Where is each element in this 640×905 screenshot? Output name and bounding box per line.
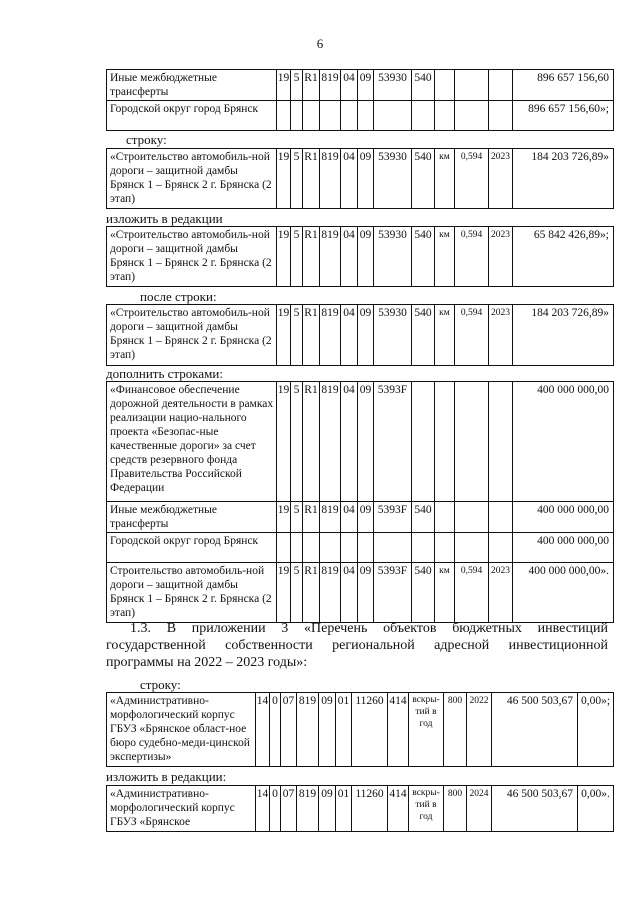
qty-cell (455, 70, 489, 101)
unit-cell (435, 382, 455, 502)
code-cell: 819 (297, 786, 319, 832)
row-name: «Административно-морфологический корпус ГБУЗ «Брянское (107, 786, 256, 832)
code-cell: R1 (303, 305, 320, 366)
code-cell: 09 (319, 693, 336, 767)
code-cell: 09 (358, 149, 374, 209)
code-cell: 819 (320, 227, 341, 287)
table-row (107, 305, 614, 366)
qty-cell (455, 382, 489, 502)
qty-cell (455, 533, 489, 563)
code-cell: 19 (277, 70, 291, 101)
paragraph-line: 1.3. В приложении 3 «Перечень объектов бюджетных инвестиций (130, 621, 608, 636)
label-dopolnit: дополнить строками: (106, 366, 223, 381)
code-cell (341, 101, 358, 131)
table-row (107, 101, 614, 131)
code-cell: R1 (303, 563, 320, 623)
amount-cell: 896 657 156,60 (513, 70, 614, 101)
table-app3-row-before (106, 692, 614, 767)
code-cell (277, 533, 291, 563)
code-cell: 04 (341, 563, 358, 623)
code-cell: 09 (358, 227, 374, 287)
code-cell (303, 101, 320, 131)
row-name: Городской округ город Брянск (107, 533, 277, 563)
qty-cell (455, 101, 489, 131)
amount-cell: 400 000 000,00 (513, 502, 614, 533)
unit-cell (435, 101, 455, 131)
table-row (107, 149, 614, 209)
code-cell (291, 101, 303, 131)
code-cell: 540 (412, 227, 435, 287)
code-cell: 53930 (374, 149, 412, 209)
code-cell: 819 (320, 149, 341, 209)
year-cell (489, 533, 513, 563)
code-cell: 540 (412, 70, 435, 101)
table-row (107, 70, 614, 101)
unit-cell (435, 502, 455, 533)
qty-cell: 0,594 (455, 305, 489, 366)
code-cell: 540 (412, 305, 435, 366)
table-row (107, 786, 614, 832)
label-izlozhit: изложить в редакции (106, 211, 223, 226)
table-row (107, 533, 614, 563)
code-cell: 0 (270, 693, 281, 767)
row-name: Иные межбюджетные трансферты (107, 502, 277, 533)
code-cell: R1 (303, 70, 320, 101)
code-cell: 09 (358, 563, 374, 623)
year-cell (489, 502, 513, 533)
code-cell: 5393F (374, 563, 412, 623)
code-cell: 5 (291, 305, 303, 366)
year-cell: 2023 (489, 563, 513, 623)
year-cell (489, 382, 513, 502)
qty-cell: 0,594 (455, 563, 489, 623)
code-cell: R1 (303, 502, 320, 533)
code-cell: 819 (320, 305, 341, 366)
table-row (107, 502, 614, 533)
amount-cell: 400 000 000,00 (513, 533, 614, 563)
unit-cell: км (435, 149, 455, 209)
code-cell: 07 (281, 693, 297, 767)
qty-cell: 0,594 (455, 227, 489, 287)
code-cell: 19 (277, 502, 291, 533)
code-cell (374, 533, 412, 563)
unit-cell: км (435, 305, 455, 366)
code-cell (358, 101, 374, 131)
code-cell: 53930 (374, 70, 412, 101)
code-cell: 819 (297, 693, 319, 767)
table-continuation (106, 69, 614, 131)
code-cell: 14 (256, 786, 270, 832)
table-row (107, 693, 614, 767)
code-cell (277, 101, 291, 131)
code-cell (303, 533, 320, 563)
row-name: Городской округ город Брянск (107, 101, 277, 131)
code-cell: 04 (341, 382, 358, 502)
label-izlozhit: изложить в редакции: (106, 769, 227, 784)
code-cell: 819 (320, 502, 341, 533)
table-row-posle (106, 304, 614, 366)
code-cell: 5393F (374, 382, 412, 502)
code-cell: R1 (303, 382, 320, 502)
code-cell: 5 (291, 149, 303, 209)
code-cell: 540 (412, 563, 435, 623)
code-cell: 5 (291, 563, 303, 623)
year-cell (489, 101, 513, 131)
code-cell: 09 (358, 382, 374, 502)
code-cell: 19 (277, 149, 291, 209)
code-cell: R1 (303, 149, 320, 209)
table-row-after (106, 226, 614, 287)
amount-cell: 400 000 000,00 (513, 382, 614, 502)
unit-cell: вскры-тий в год (409, 786, 444, 832)
code-cell (291, 533, 303, 563)
amount-cell: 184 203 726,89» (513, 305, 614, 366)
code-cell: 5393F (374, 502, 412, 533)
code-cell: 19 (277, 382, 291, 502)
code-cell: 53930 (374, 305, 412, 366)
year-cell (489, 70, 513, 101)
code-cell: 19 (277, 563, 291, 623)
unit-cell: км (435, 563, 455, 623)
row-name: «Строительство автомобиль-ной дороги – защитной дамбы Брянск 1 – Брянск 2 г. Брянска (2 этап) (107, 227, 277, 287)
percent-cell: 0,00». (578, 786, 614, 832)
code-cell: R1 (303, 227, 320, 287)
amount-cell: 46 500 503,67 (492, 693, 578, 767)
code-cell: 07 (281, 786, 297, 832)
code-cell (320, 533, 341, 563)
unit-cell (435, 70, 455, 101)
paragraph-line: программы на 2022 – 2023 годы»: (106, 655, 308, 670)
year-cell: 2023 (489, 149, 513, 209)
code-cell: 540 (412, 502, 435, 533)
amount-cell: 400 000 000,00». (513, 563, 614, 623)
code-cell: 819 (320, 382, 341, 502)
table-row-before (106, 148, 614, 209)
amount-cell: 46 500 503,67 (492, 786, 578, 832)
code-cell: 53930 (374, 227, 412, 287)
code-cell: 09 (319, 786, 336, 832)
code-cell: 11260 (352, 693, 388, 767)
code-cell (412, 533, 435, 563)
code-cell: 09 (358, 502, 374, 533)
code-cell: 5 (291, 502, 303, 533)
table-row (107, 382, 614, 502)
code-cell: 09 (358, 70, 374, 101)
paragraph-1-3 (106, 620, 608, 671)
code-cell (341, 533, 358, 563)
code-cell: 414 (388, 786, 409, 832)
code-cell: 5 (291, 70, 303, 101)
code-cell: 04 (341, 149, 358, 209)
row-name: Строительство автомобиль-ной дороги – защитной дамбы Брянск 1 – Брянск 2 г. Брянска (2 этап) (107, 563, 277, 623)
code-cell (374, 101, 412, 131)
table-row (107, 227, 614, 287)
code-cell (320, 101, 341, 131)
paragraph-line: государственной собственности региональной адресной инвестиционной (106, 638, 608, 653)
label-stroku: строку: (140, 677, 181, 692)
percent-cell: 0,00»; (578, 693, 614, 767)
code-cell: 01 (336, 693, 352, 767)
code-cell: 14 (256, 693, 270, 767)
code-cell: 819 (320, 70, 341, 101)
code-cell: 5 (291, 227, 303, 287)
code-cell: 04 (341, 305, 358, 366)
code-cell (358, 533, 374, 563)
code-cell: 04 (341, 227, 358, 287)
page-number: 6 (316, 36, 324, 51)
amount-cell: 65 842 426,89»; (513, 227, 614, 287)
year-cell: 2024 (467, 786, 492, 832)
code-cell: 414 (388, 693, 409, 767)
year-cell: 2023 (489, 305, 513, 366)
year-cell: 2022 (467, 693, 492, 767)
table-app3-row-after (106, 785, 614, 832)
code-cell: 19 (277, 227, 291, 287)
code-cell: 11260 (352, 786, 388, 832)
code-cell: 819 (320, 563, 341, 623)
code-cell: 0 (270, 786, 281, 832)
code-cell: 19 (277, 305, 291, 366)
unit-cell: км (435, 227, 455, 287)
qty-cell (455, 502, 489, 533)
qty-cell: 0,594 (455, 149, 489, 209)
code-cell: 01 (336, 786, 352, 832)
year-cell: 2023 (489, 227, 513, 287)
row-name: «Строительство автомобиль-ной дороги – защитной дамбы Брянск 1 – Брянск 2 г. Брянска (2 этап) (107, 305, 277, 366)
row-name: «Административно-морфологический корпус ГБУЗ «Брянское област-ное бюро судебно-меди-цинской экспертизы» (107, 693, 256, 767)
label-posle: после строки: (140, 289, 217, 304)
code-cell: 09 (358, 305, 374, 366)
table-added-rows (106, 381, 614, 623)
code-cell: 04 (341, 70, 358, 101)
table-row (107, 563, 614, 623)
code-cell: 04 (341, 502, 358, 533)
row-name: «Финансовое обеспечение дорожной деятельности в рамках реализации нацио-нального проекта «Безопас-ные качественные дороги» за счет средств резервного фонда Правительства Российской Федерации (107, 382, 277, 502)
code-cell: 5 (291, 382, 303, 502)
amount-cell: 184 203 726,89» (513, 149, 614, 209)
row-name: «Строительство автомобиль-ной дороги – защитной дамбы Брянск 1 – Брянск 2 г. Брянска (2 этап) (107, 149, 277, 209)
unit-cell: вскры-тий в год (409, 693, 444, 767)
qty-cell: 800 (444, 786, 467, 832)
code-cell (412, 101, 435, 131)
unit-cell (435, 533, 455, 563)
code-cell: 540 (412, 149, 435, 209)
code-cell (412, 382, 435, 502)
qty-cell: 800 (444, 693, 467, 767)
row-name: Иные межбюджетные трансферты (107, 70, 277, 101)
amount-cell: 896 657 156,60»; (513, 101, 614, 131)
label-stroku: строку: (126, 132, 167, 147)
